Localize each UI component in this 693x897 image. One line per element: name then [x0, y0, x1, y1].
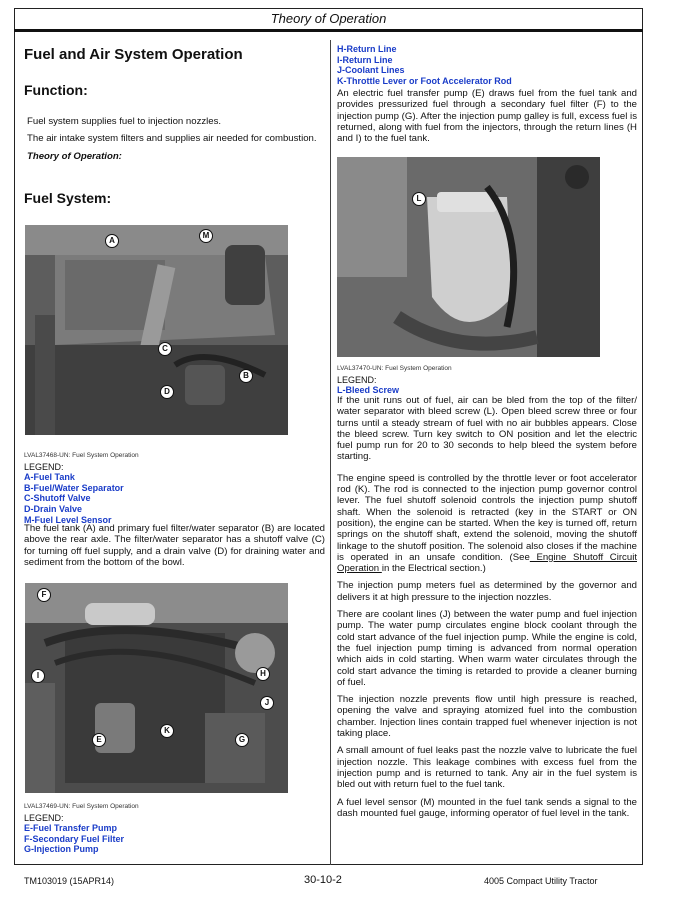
- engine-fuel-photo: [25, 583, 288, 793]
- function-p1: Fuel system supplies fuel to injection nozzles.: [27, 116, 222, 127]
- callout-b: B: [239, 369, 253, 383]
- fig2-legend: [24, 802, 324, 855]
- transfer-pump-paragraph: An electric fuel transfer pump (E) draws fuel from the fuel tank and provides pressurized fuel through a secondary fuel filter (F) to the injection pump (G). After the injection pump galley is full, excess fuel is returned, along with fuel from the injectors, through the return lines (H and I) to the fuel tank.: [337, 88, 637, 145]
- callout-k: K: [160, 724, 174, 738]
- fig1-legend-title: LEGEND:: [24, 461, 64, 472]
- legend-item: G-Injection Pump: [24, 844, 99, 855]
- fig3-legend-title: LEGEND:: [337, 374, 377, 385]
- speed-text-a: The engine speed is controlled by the throttle lever or foot accelerator rod (K). The rod is connected to the injection pump governor control lever. The fuel shutoff solenoid controls the injection pump shutoff shaft. When the solenoid is retracted (key in the START or ON position), the engine can be started. When the key is turned off, return springs on the shutoff shaft, extend the solenoid, moving the shutoff linkage to the shutoff position. The solenoid also closes if the machine is operated in an unsafe condition. (See: [337, 472, 637, 563]
- fig1-caption: LVAL37468-UN: Fuel System Operation: [24, 452, 139, 459]
- legend-item: A-Fuel Tank: [24, 472, 75, 483]
- function-heading: Function:: [24, 82, 88, 98]
- legend-item: K-Throttle Lever or Foot Accelerator Rod: [337, 75, 512, 86]
- theory-label: Theory of Operation:: [27, 150, 122, 162]
- speed-text-b: in the Electrical section.): [381, 563, 486, 575]
- legend-item: M-Fuel Level Sensor: [24, 514, 112, 525]
- legend-item: F-Secondary Fuel Filter: [24, 833, 125, 844]
- callout-l: L: [412, 192, 426, 206]
- fuel-tank-photo-illustration: [25, 225, 288, 435]
- function-p2: The air intake system filters and supplies air needed for combustion.: [27, 133, 317, 145]
- page-header: [14, 8, 643, 29]
- fig2-caption: LVAL37469-UN: Fuel System Operation: [24, 803, 139, 810]
- bleed-screw-photo-illustration: [337, 157, 600, 357]
- callout-d: D: [160, 385, 174, 399]
- fig1-legend: [24, 451, 324, 525]
- fig2-legend-title: LEGEND:: [24, 812, 64, 823]
- meter-paragraph: The injection pump meters fuel as determined by the governor and delivers it at high pressure to the injection nozzles.: [337, 580, 637, 603]
- coolant-paragraph: There are coolant lines (J) between the water pump and fuel injection pump. The water pump circulates engine block coolant through the cold start advance of the fuel injection pump. While the engine is cold, the fuel injection pump timing is advanced from normal operation which aids in cold starting. When warm water circulates through the cold start advance the timing is retarded to provide a cleaner burning of fuel.: [337, 609, 637, 688]
- fig3-caption: LVAL37470-UN: Fuel System Operation: [337, 365, 452, 372]
- sensor-paragraph: A fuel level sensor (M) mounted in the fuel tank sends a signal to the dash mounted fuel gauge, informing operator of fuel level in the tank.: [337, 796, 637, 819]
- legend-item: D-Drain Valve: [24, 503, 83, 514]
- legend-item: H-Return Line: [337, 44, 397, 54]
- function-text: [27, 116, 326, 168]
- engine-fuel-photo-illustration: [25, 583, 288, 793]
- legend-item: B-Fuel/Water Separator: [24, 482, 124, 493]
- legend-item: J-Coolant Lines: [337, 65, 405, 76]
- legend-item: I-Return Line: [337, 54, 393, 65]
- fuel-system-heading: Fuel System:: [24, 190, 112, 206]
- callout-f: F: [37, 588, 51, 602]
- legend-item: C-Shutoff Valve: [24, 493, 91, 504]
- callout-j: J: [260, 696, 274, 710]
- header-title: Theory of Operation: [270, 11, 387, 26]
- fuel-tank-photo: [25, 225, 288, 435]
- callout-m: M: [199, 229, 213, 243]
- callout-h: H: [256, 667, 270, 681]
- callout-e: E: [92, 733, 106, 747]
- callout-g: G: [235, 733, 249, 747]
- column-divider: [330, 40, 331, 865]
- footer-model: 4005 Compact Utility Tractor: [484, 876, 598, 886]
- footer-doc-id: TM103019 (15APR14): [24, 876, 115, 886]
- legend-item: L-Bleed Screw: [337, 385, 400, 396]
- section-title: Fuel and Air System Operation: [24, 46, 243, 63]
- callout-c: C: [158, 342, 172, 356]
- speed-paragraph: [337, 473, 637, 575]
- fig2-legend-continued: [337, 44, 637, 86]
- nozzle-paragraph: The injection nozzle prevents flow until high pressure is reached, opening the valve and spraying atomized fuel into the combustion chamber. Injection lines contain trapped fuel whenever injection is not taking place.: [337, 694, 637, 740]
- right-body: [337, 395, 637, 825]
- callout-a: A: [105, 234, 119, 248]
- fig3-legend: [337, 364, 637, 396]
- leak-paragraph: A small amount of fuel leaks past the nozzle valve to lubricate the fuel injection nozzle. This leakage combines with excess fuel from the injection pump and is returned to tank. Any air in the fuel system is bled out with return fuel to the fuel tank.: [337, 745, 637, 791]
- callout-i: I: [31, 669, 45, 683]
- footer-page-number: 30-10-2: [304, 874, 342, 886]
- tank-paragraph: The fuel tank (A) and primary fuel filter/water separator (B) are located above the rear axle. The filter/water separator has a shutoff valve (C) for turning off fuel supply, and a drain valve (D) for draining water and sediment from the bottom of the bowl.: [24, 523, 325, 568]
- bleed-screw-photo: [337, 157, 600, 357]
- engine-shutoff-link[interactable]: Engine Shutoff Circuit Operation: [337, 551, 637, 575]
- bleed-paragraph: If the unit runs out of fuel, air can be bled from the top of the filter/ water separator with bleed screw (L). Open bleed screw three or four turns until a steady stream of fuel with no air bubbles appears. Close the bleed screw. Turn key switch to ON position and let the electric fuel pump run for 20 to 30 seconds to help bleed the system before starting.: [337, 395, 637, 463]
- legend-item: E-Fuel Transfer Pump: [24, 823, 118, 834]
